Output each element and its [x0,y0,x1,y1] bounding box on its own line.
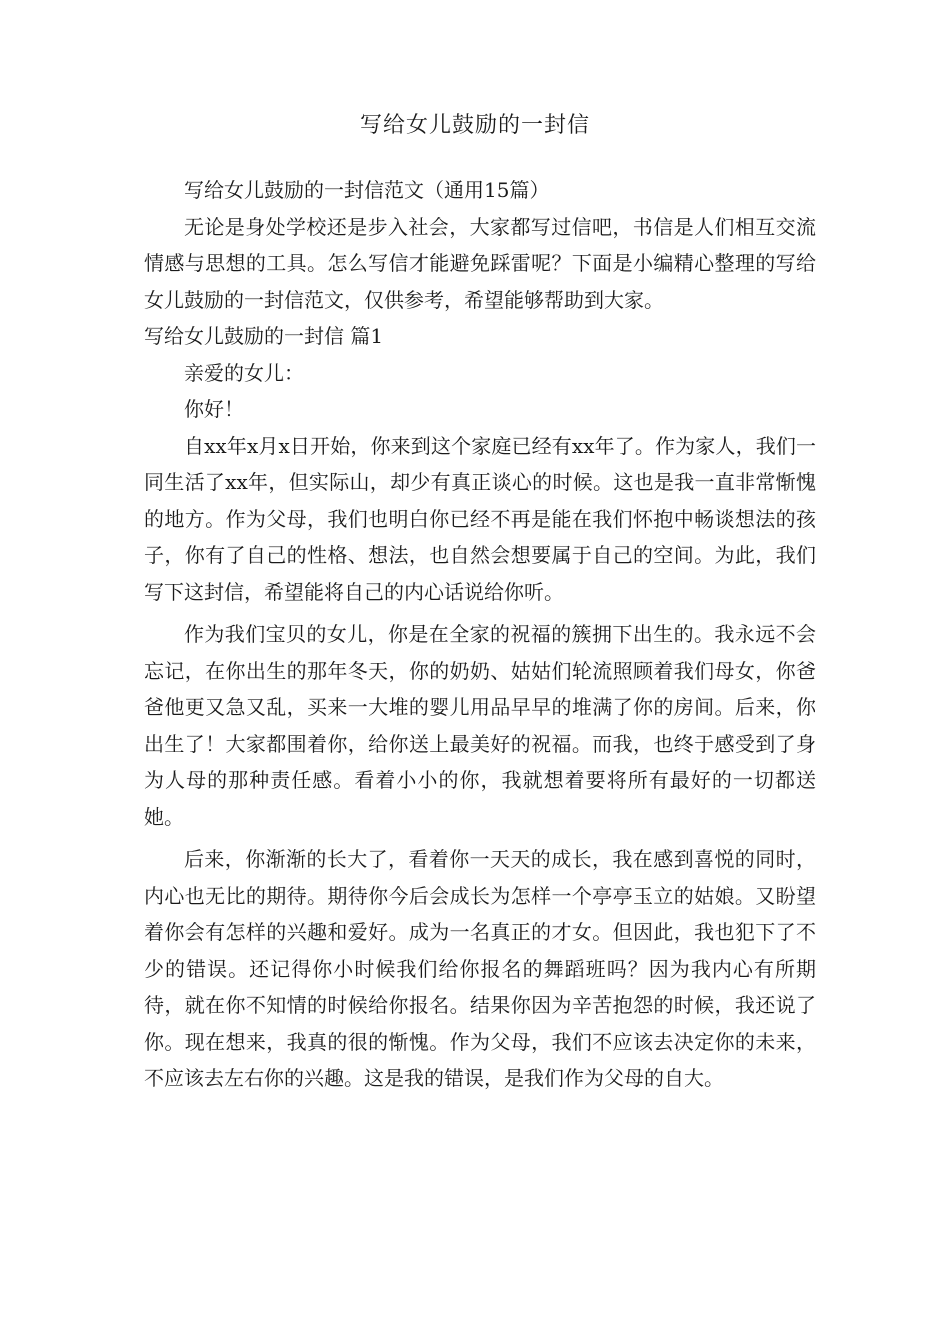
section-heading: 写给女儿鼓励的一封信 篇1 [144,324,384,348]
document-body [144,172,816,1097]
body-paragraph: 自xx年x月x日开始，你来到这个家庭已经有xx年了。作为家人，我们一同生活了xx年，但实际山，却少有真正谈心的时候。这也是我一直非常惭愧的地方。作为父母，我们也明白你已经不再是能在我们怀抱中畅谈想法的孩子，你有了自己的性格、想法，也自然会想要属于自己的空间。为此，我们写下这封信，希望能将自己的内心话说给你听。 [144,433,816,604]
subtitle-paragraph: 写给女儿鼓励的一封信范文（通用15篇） [184,178,550,202]
body-paragraph: 后来，你渐渐的长大了，看着你一天天的成长，我在感到喜悦的同时，内心也无比的期待。期待你今后会成长为怎样一个亭亭玉立的姑娘。又盼望着你会有怎样的兴趣和爱好。成为一名真正的才女。但因此，我也犯下了不少的错误。还记得你小时候我们给你报名的舞蹈班吗？因为我内心有所期待，就在你不知情的时候给你报名。结果你因为辛苦抱怨的时候，我还说了你。现在想来，我真的很的惭愧。作为父母，我们不应该去决定你的未来，不应该去左右你的兴趣。这是我的错误，是我们作为父母的自大。 [144,847,816,1090]
body-paragraph: 作为我们宝贝的女儿，你是在全家的祝福的簇拥下出生的。我永远不会忘记，在你出生的那年冬天，你的奶奶、姑姑们轮流照顾着我们母女，你爸爸他更又急又乱，买来一大堆的婴儿用品早早的堆满了你的房间。后来，你出生了！大家都围着你，给你送上最美好的祝福。而我，也终于感受到了身为人母的那种责任感。看着小小的你，我就想着要将所有最好的一切都送她。 [144,622,816,829]
document-title: 写给女儿鼓励的一封信 [359,113,590,138]
salutation: 亲爱的女儿： [184,360,304,385]
intro-paragraph: 无论是身处学校还是步入社会，大家都写过信吧，书信是人们相互交流情感与思想的工具。怎么写信才能避免踩雷呢？下面是小编精心整理的写给女儿鼓励的一封信范文，仅供参考，希望能够帮助到大家。 [144,214,816,312]
greeting: 你好！ [184,397,244,421]
